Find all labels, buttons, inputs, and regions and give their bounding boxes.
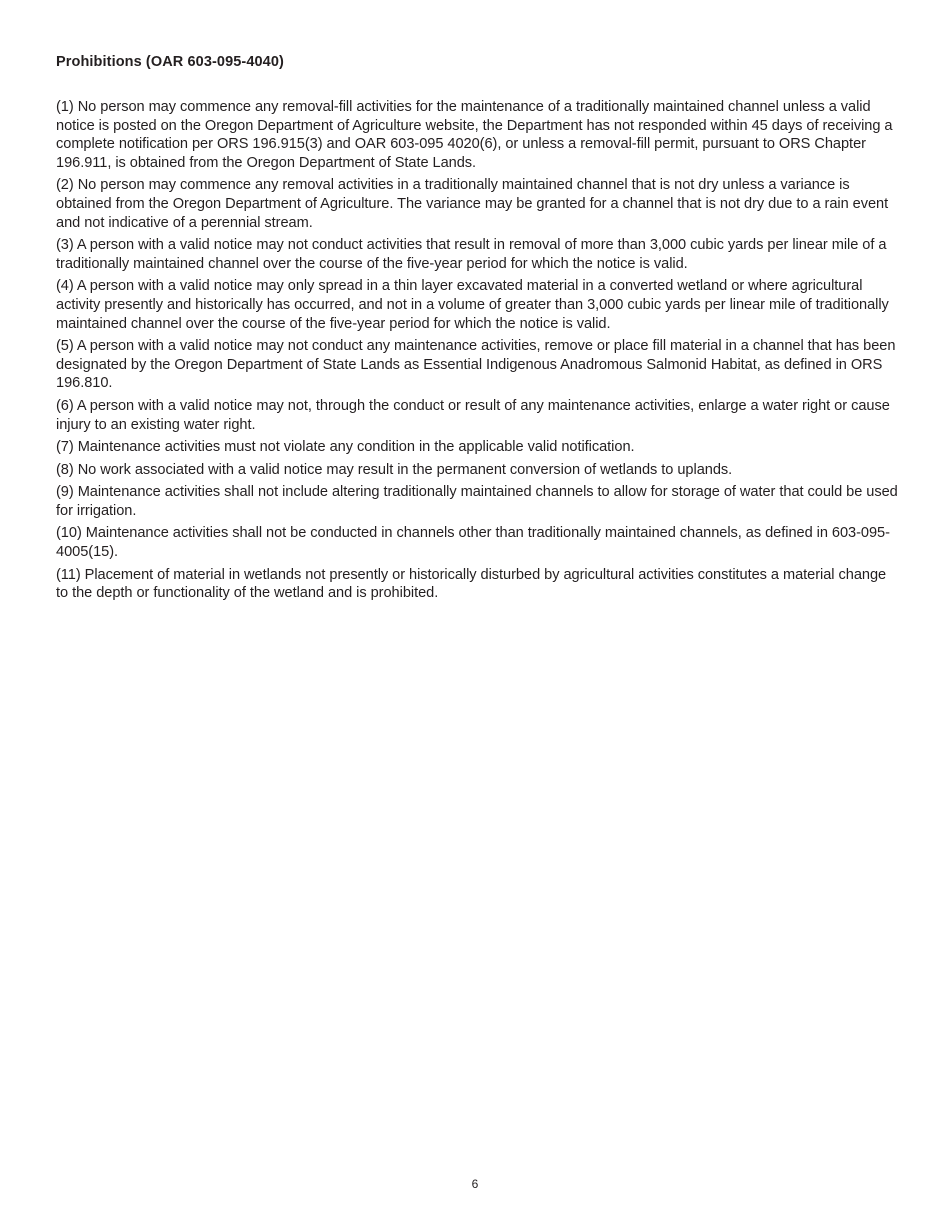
prohibition-paragraph-7: (7) Maintenance activities must not violate any condition in the applicable valid notification. xyxy=(56,439,635,456)
prohibition-paragraph-10: (10) Maintenance activities shall not be conducted in channels other than traditionally maintained channels, as defined in 603-095-4005(15). xyxy=(56,525,890,561)
prohibition-paragraph-8: (8) No work associated with a valid notice may result in the permanent conversion of wetlands to uplands. xyxy=(56,461,733,478)
document-page xyxy=(56,52,898,607)
section-heading: Prohibitions (OAR 603-095-4040) xyxy=(56,54,284,70)
prohibition-paragraph-1: (1) No person may commence any removal-fill activities for the maintenance of a traditionally maintained channel unless a valid notice is posted on the Oregon Department of Agriculture website, the Department has not responded within 45 days of receiving a complete notification per ORS 196.915(3) and OAR 603-095 4020(6), or unless a removal-fill permit, pursuant to ORS Chapter 196.911, is obtained from the Oregon Department of State Lands. xyxy=(56,99,893,171)
prohibition-paragraph-3: (3) A person with a valid notice may not conduct activities that result in removal of more than 3,000 cubic yards per linear mile of a traditionally maintained channel over the course of the five-year period for which the notice is valid. xyxy=(56,237,887,272)
prohibition-paragraph-4: (4) A person with a valid notice may only spread in a thin layer excavated material in a converted wetland or where agricultural activity presently and historically has occurred, and not in a volume of greater than 3,000 cubic yards per linear mile of traditionally maintained channel over the course of the five-year period for which the notice is valid. xyxy=(56,278,889,332)
prohibition-paragraph-2: (2) No person may commence any removal activities in a traditionally maintained channel that is not dry unless a variance is obtained from the Oregon Department of Agriculture. The variance may be granted for a channel that is not dry due to a rain event and not indicative of a perennial stream. xyxy=(56,177,889,231)
prohibition-paragraph-11: (11) Placement of material in wetlands not presently or historically disturbed by agricultural activities constitutes a material change to the depth or functionality of the wetland and is prohibited. xyxy=(56,566,887,602)
page-number: 6 xyxy=(471,1177,479,1191)
prohibition-paragraph-6: (6) A person with a valid notice may not, through the conduct or result of any maintenance activities, enlarge a water right or cause injury to an existing water right. xyxy=(56,397,890,433)
prohibition-paragraph-5: (5) A person with a valid notice may not conduct any maintenance activities, remove or place fill material in a channel that has been designated by the Oregon Department of State Lands as Essential Indigenous Anadromous Salmonid Habitat, as defined in ORS 196.810. xyxy=(56,338,896,392)
prohibition-paragraph-9: (9) Maintenance activities shall not include altering traditionally maintained channels to allow for storage of water that could be used for irrigation. xyxy=(56,484,898,519)
